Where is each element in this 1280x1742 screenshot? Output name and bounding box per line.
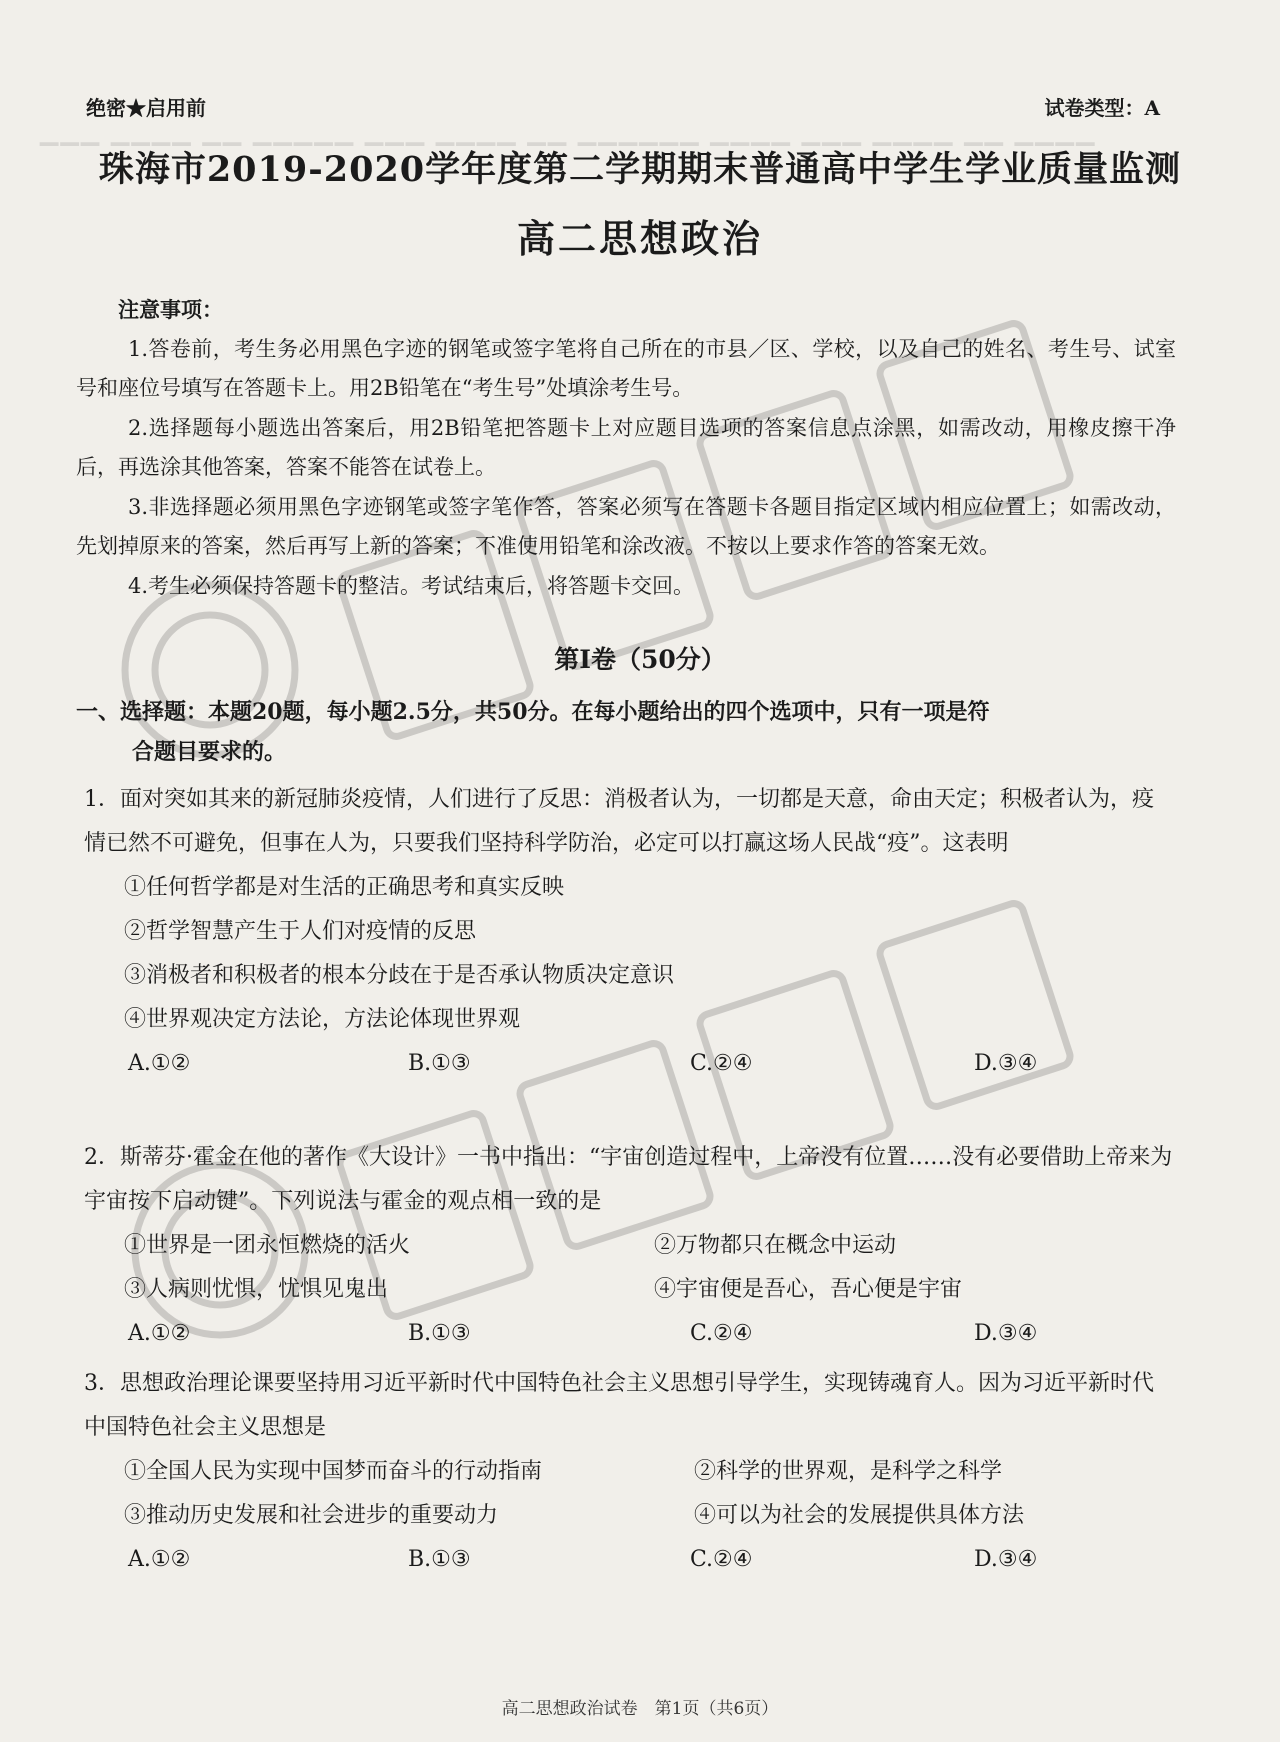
- question-2: [84, 1136, 1174, 1356]
- exam-title: 珠海市2019-2020学年度第二学期期末普通高中学生学业质量监测: [98, 149, 1182, 190]
- instruction-line: 合题目要求的。: [132, 739, 287, 765]
- note-item: 2.选择题每小题选出答案后，用2B铅笔把答题卡上对应题目选项的答案信息点涂黑，如需改动，用橡皮擦干净后，再选涂其他答案，答案不能答在试卷上。: [76, 415, 1176, 479]
- bleed-through-texture: ▁▁▁ ▁▁▁▁ ▁▁ ▁▁▁▁▁ ▁▁▁ ▁▁▁▁ ▁▁ ▁▁▁▁▁▁ ▁▁▁▁ ▁▁▁ ▁▁▁▁ ▁▁ ▁▁▁▁: [40, 118, 1097, 146]
- statement: ④世界观决定方法论，方法论体现世界观: [124, 1007, 521, 1032]
- statement: ③推动历史发展和社会进步的重要动力: [124, 1503, 499, 1528]
- choice-b: B.①③: [408, 1321, 471, 1346]
- confidential-label: 绝密★启用前: [86, 96, 206, 120]
- statement: ④宇宙便是吾心，吾心便是宇宙: [654, 1277, 963, 1302]
- choice-b: B.①③: [408, 1051, 471, 1076]
- choice-a: A.①②: [128, 1547, 191, 1572]
- answer-choices: [84, 1538, 1174, 1582]
- note-item: 3.非选择题必须用黑色字迹钢笔或签字笔作答，答案必须写在答题卡各题目指定区域内相应位置上；如需改动，先划掉原来的答案，然后再写上新的答案；不准使用铅笔和涂改液。不按以上要求作答的答案无效。: [76, 494, 1176, 558]
- statement: ④可以为社会的发展提供具体方法: [694, 1503, 1025, 1528]
- notes-heading: 注意事项：: [118, 297, 223, 322]
- choice-c: C.②④: [690, 1321, 753, 1346]
- header-row: [86, 92, 1160, 122]
- question-3: [84, 1362, 1174, 1582]
- statement-row: [84, 1268, 1174, 1312]
- question-stem: 3．思想政治理论课要坚持用习近平新时代中国特色社会主义思想引导学生，实现铸魂育人。因为习近平新时代中国特色社会主义思想是: [84, 1371, 1155, 1440]
- choice-b: B.①③: [408, 1547, 471, 1572]
- statement: ①世界是一团永恒燃烧的活火: [124, 1233, 411, 1258]
- statement: ①全国人民为实现中国梦而奋斗的行动指南: [124, 1459, 543, 1484]
- choice-a: A.①②: [128, 1051, 191, 1076]
- choice-d: D.③④: [974, 1051, 1038, 1076]
- question-stem: 2．斯蒂芬·霍金在他的著作《大设计》一书中指出：“宇宙创造过程中，上帝没有位置……没有必要借助上帝来为宇宙按下启动键”。下列说法与霍金的观点相一致的是: [84, 1145, 1173, 1214]
- choice-c: C.②④: [690, 1547, 753, 1572]
- statement: ③消极者和积极者的根本分歧在于是否承认物质决定意识: [124, 963, 675, 988]
- instruction-line: 一、选择题：本题20题，每小题2.5分，共50分。在每小题给出的四个选项中，只有一项是符: [76, 699, 990, 725]
- question-stem: 1．面对突如其来的新冠肺炎疫情，人们进行了反思：消极者认为，一切都是天意，命由天定；积极者认为，疫情已然不可避免，但事在人为，只要我们坚持科学防治，必定可以打赢这场人民战“疫”。这表明: [84, 787, 1155, 856]
- answer-choices: [84, 1312, 1174, 1356]
- subject-title: 高二思想政治: [516, 216, 763, 261]
- choice-d: D.③④: [974, 1321, 1038, 1346]
- statement-row: [84, 1494, 1174, 1538]
- section-instruction: [76, 692, 1188, 772]
- choice-d: D.③④: [974, 1547, 1038, 1572]
- note-item: 1.答卷前，考生务必用黑色字迹的钢笔或签字笔将自己所在的市县／区、学校，以及自己的姓名、考生号、试室号和座位号填写在答题卡上。用2B铅笔在“考生号”处填涂考生号。: [76, 336, 1176, 400]
- question-1: [84, 778, 1174, 1086]
- statement-row: [84, 1450, 1174, 1494]
- statement-row: [84, 1224, 1174, 1268]
- statement: ②科学的世界观，是科学之科学: [694, 1459, 1003, 1484]
- notes-block: [76, 290, 1176, 606]
- note-item: 4.考生必须保持答题卡的整洁。考试结束后，将答题卡交回。: [128, 573, 695, 598]
- page-footer: 高二思想政治试卷 第1页（共6页）: [501, 1699, 779, 1719]
- statement: ③人病则忧惧，忧惧见鬼出: [124, 1277, 389, 1302]
- choice-a: A.①②: [128, 1321, 191, 1346]
- answer-choices: [84, 1042, 1174, 1086]
- paper-type-label: 试卷类型：A: [1044, 96, 1160, 120]
- section-title: 第Ⅰ卷（50分）: [554, 645, 726, 674]
- statement: ①任何哲学都是对生活的正确思考和真实反映: [124, 875, 565, 900]
- choice-c: C.②④: [690, 1051, 753, 1076]
- statement: ②万物都只在概念中运动: [654, 1233, 897, 1258]
- statement: ②哲学智慧产生于人们对疫情的反思: [124, 919, 477, 944]
